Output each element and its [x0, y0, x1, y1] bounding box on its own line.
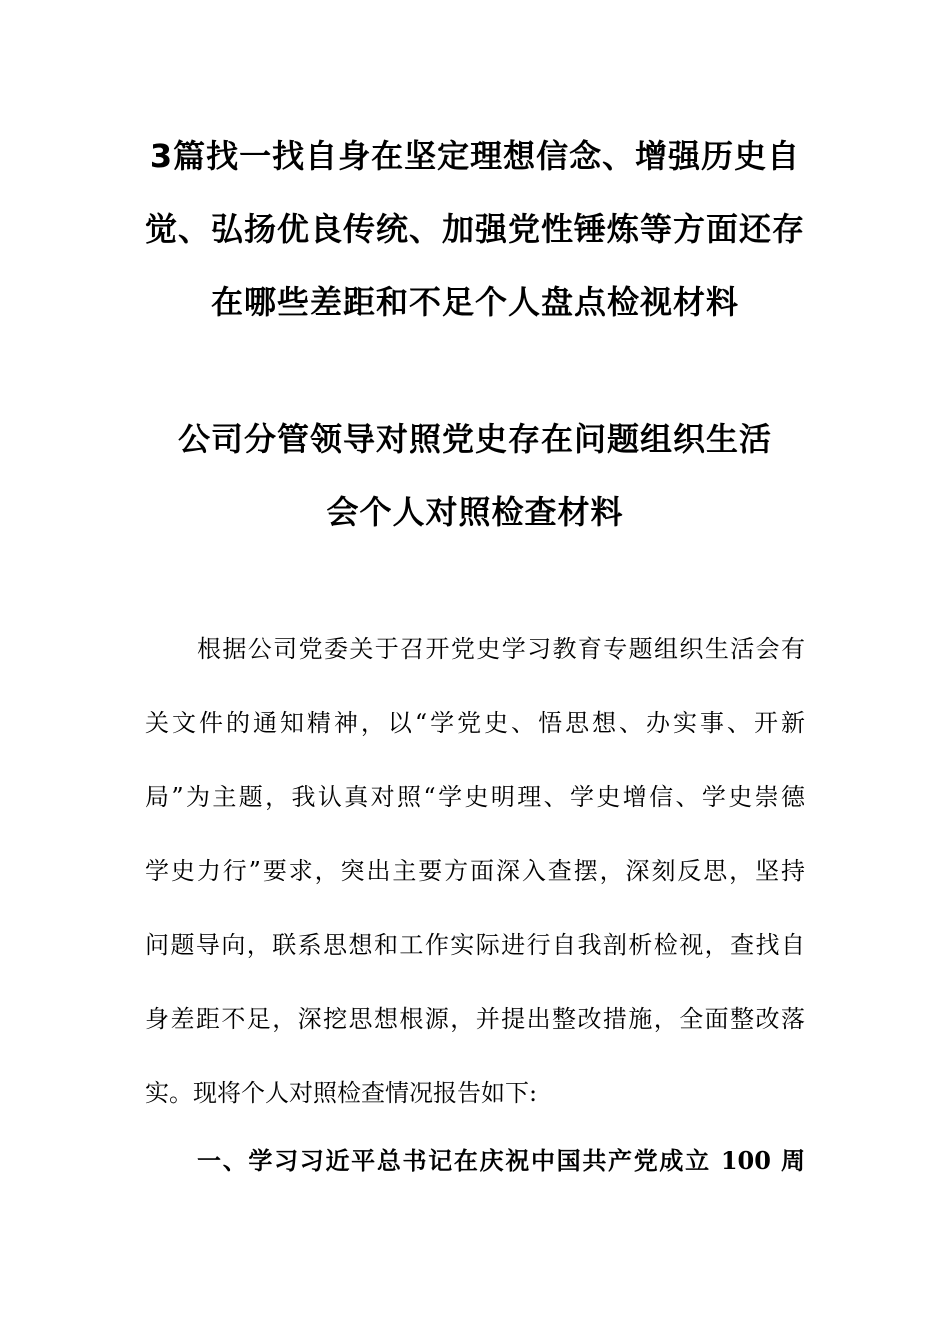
main-title: [145, 120, 805, 339]
paragraph-line: 身差距不足，深挖思想根源，并提出整改措施，全面整改落: [145, 1005, 805, 1033]
paragraph-line: 学史力行”要求，突出主要方面深入查摆，深刻反思，坚持: [145, 857, 805, 885]
main-title-line: 3篇找一找自身在坚定理想信念、增强历史自: [149, 137, 801, 175]
sub-title-line: 会个人对照检查材料: [326, 493, 624, 531]
paragraph-line: 根据公司党委关于召开党史学习教育专题组织生活会有: [197, 635, 805, 663]
sub-title: [145, 403, 805, 549]
paragraph-line: 问题导向，联系思想和工作实际进行自我剖析检视，查找自: [145, 931, 805, 959]
main-title-line: 觉、弘扬优良传统、加强党性锤炼等方面还存: [145, 210, 806, 248]
paragraph-line: 局”为主题，我认真对照“学史明理、学史增信、学史崇德: [145, 783, 805, 811]
paragraph-line: 实。现将个人对照检查情况报告如下:: [145, 1079, 538, 1107]
intro-paragraph: [145, 612, 805, 1130]
section-heading: [145, 1124, 805, 1198]
sub-title-line: 公司分管领导对照党史存在问题组织生活: [177, 420, 772, 458]
section-heading-text: 一、学习习近平总书记在庆祝中国共产党成立 100 周: [197, 1146, 805, 1175]
paragraph-line: 关文件的通知精神，以“学党史、悟思想、办实事、开新: [145, 709, 805, 737]
main-title-line: 在哪些差距和不足个人盘点检视材料: [210, 283, 739, 321]
